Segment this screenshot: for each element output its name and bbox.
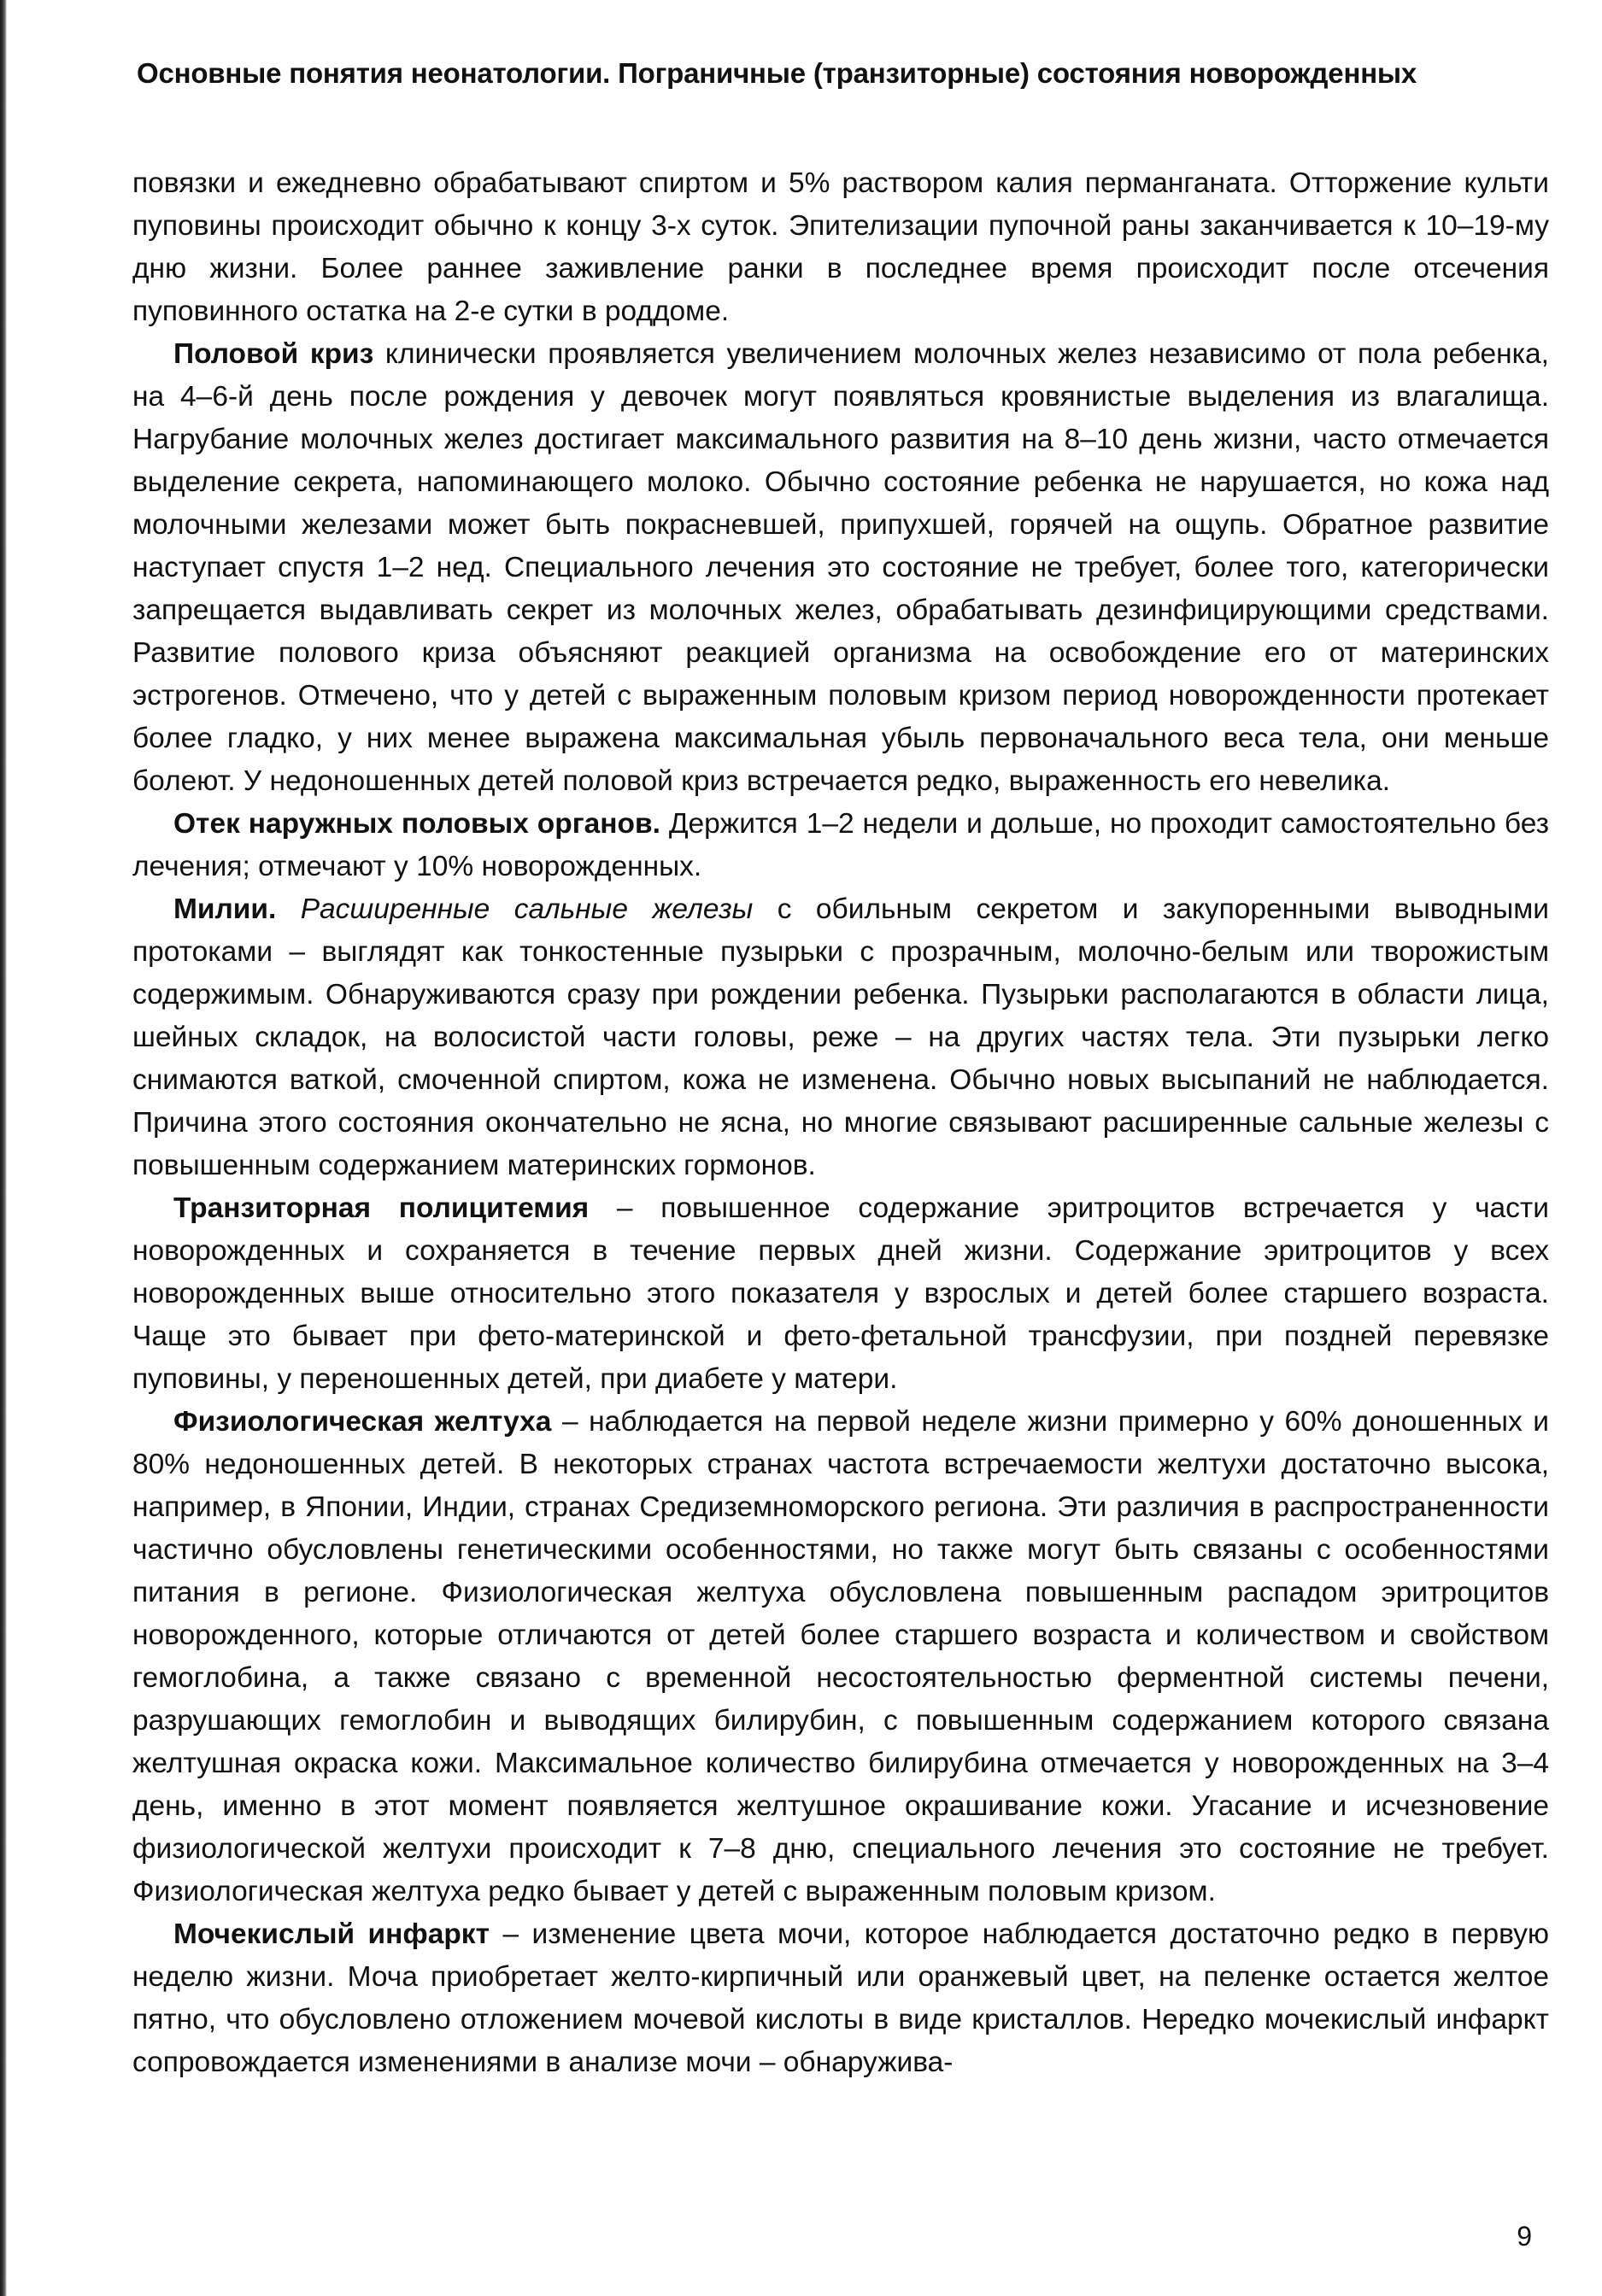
paragraph-text: повязки и ежедневно обрабатывают спиртом и 5% раствором калия перманганата. Отторжение культи пуповины происходит обычно к концу 3-х суток. Эпителизации пупочной раны заканчивается к 10–19-му дню жизни. Более раннее заживление ранки в последнее время происходит после отсечения пуповинного остатка на 2-е сутки в роддоме.: [132, 167, 1549, 327]
paragraph-text: – наблюдается на первой неделе жизни примерно у 60% доношенных и 80% недоношенных детей. В некоторых странах частота встречаемости желтухи достаточно высока, например, в Японии, Индии, странах Средиземноморского региона. Эти различия в распространенности частично обусловлены генетическими особенностями, но также могут быть связаны с особенностями питания в регионе. Физиологическая желтуха обусловлена повышенным распадом эритроцитов новорожденного, которые отличаются от детей более старшего возраста и количеством и свойством гемоглобина, а также связано с временной несостоятельностью ферментной системы печени, разрушающих гемоглобин и выводящих билирубин, с повышенным содержанием которого связана желтушная окраска кожи. Максимальное количество билирубина отмечается у новорожденных на 3–4 день, именно в этот момент появляется желтушное окрашивание кожи. Угасание и исчезновение физиологической желтухи происходит к 7–8 дню, специального лечения это состояние не требует. Физиологическая желтуха редко бывает у детей с выраженным половым кризом.: [132, 1406, 1550, 1907]
paragraph-polycythemia: [132, 1187, 1549, 1401]
paragraph-text: – изменение цвета мочи, которое наблюдается достаточно редко в первую неделю жизни. Моча приобретает желто-кирпичный или оранжевый цвет, на пеленке остается желтое пятно, что обусловлено отложением мочевой кислоты в виде кристаллов. Нередко мочекислый инфаркт сопровождается изменениями в анализе мочи – обнаружива-: [132, 1918, 1550, 2078]
emphasis-sebaceous-glands: Расширенные сальные железы: [276, 893, 754, 925]
paragraph-sexual-crisis: [132, 333, 1549, 803]
term-polycythemia: Транзиторная полицитемия: [173, 1192, 590, 1224]
page-number: 9: [1517, 2221, 1532, 2252]
running-header: Основные понятия неонатологии. Пограничные (транзиторные) состояния новорожденных: [137, 57, 1417, 89]
paragraph-milia: [132, 888, 1549, 1187]
paragraph-text: – повышенное содержание эритроцитов встречается у части новорожденных и сохраняется в течение первых дней жизни. Содержание эритроцитов у всех новорожденных выше относительно этого показателя у взрослых и детей более старшего возраста. Чаще это бывает при фето-материнской и фето-фетальной трансфузии, при поздней перевязке пуповины, у переношенных детей, при диабете у матери.: [132, 1192, 1549, 1395]
term-genital-edema: Отек наружных половых органов.: [173, 808, 660, 840]
paragraph-jaundice: [132, 1401, 1549, 1913]
term-uric-acid-infarct: Мочекислый инфаркт: [173, 1918, 490, 1950]
paragraph-genital-edema: [132, 803, 1549, 888]
term-milia: Милии.: [173, 893, 277, 925]
paragraph-text: Держится 1–2 недели и дольше, но проходит самостоятельно без лечения; отмечают у 10% новорожденных.: [132, 808, 1549, 882]
body-text: [132, 162, 1549, 2084]
term-jaundice: Физиологическая желтуха: [173, 1406, 552, 1438]
book-spine-edge: [0, 0, 7, 2296]
paragraph-text: с обильным секретом и закупоренными выводными протоками – выглядят как тонкостенные пузырьки с прозрачным, молочно-белым или творожистым содержимым. Обнаруживаются сразу при рождении ребенка. Пузырьки располагаются в области лица, шейных складок, на волосистой части головы, реже – на других частях тела. Эти пузырьки легко снимаются ваткой, смоченной спиртом, кожа не изменена. Обычно новых высыпаний не наблюдается. Причина этого состояния окончательно не ясна, но многие связывают расширенные сальные железы с повышенным содержанием материнских гормонов.: [132, 893, 1549, 1181]
paragraph-uric-acid-infarct: [132, 1913, 1549, 2084]
paragraph-continuation: [132, 162, 1549, 333]
paragraph-text: клинически проявляется увеличением молочных желез независимо от пола ребенка, на 4–6-й день после рождения у девочек могут появляться кровянистые выделения из влагалища. Нагрубание молочных желез достигает максимального развития на 8–10 день жизни, часто отмечается выделение секрета, напоминающего молоко. Обычно состояние ребенка не нарушается, но кожа над молочными железами может быть покрасневшей, припухшей, горячей на ощупь. Обратное развитие наступает спустя 1–2 нед. Специального лечения это состояние не требует, более того, категорически запрещается выдавливать секрет из молочных желез, обрабатывать дезинфицирующими средствами. Развитие полового криза объясняют реакцией организма на освобождение его от материнских эстрогенов. Отмечено, что у детей с выраженным половым кризом период новорожденности протекает более гладко, у них менее выражена максимальная убыль первоначального веса тела, они меньше болеют. У недоношенных детей половой криз встречается редко, выраженность его невелика.: [132, 338, 1549, 797]
term-sexual-crisis: Половой криз: [173, 338, 374, 370]
